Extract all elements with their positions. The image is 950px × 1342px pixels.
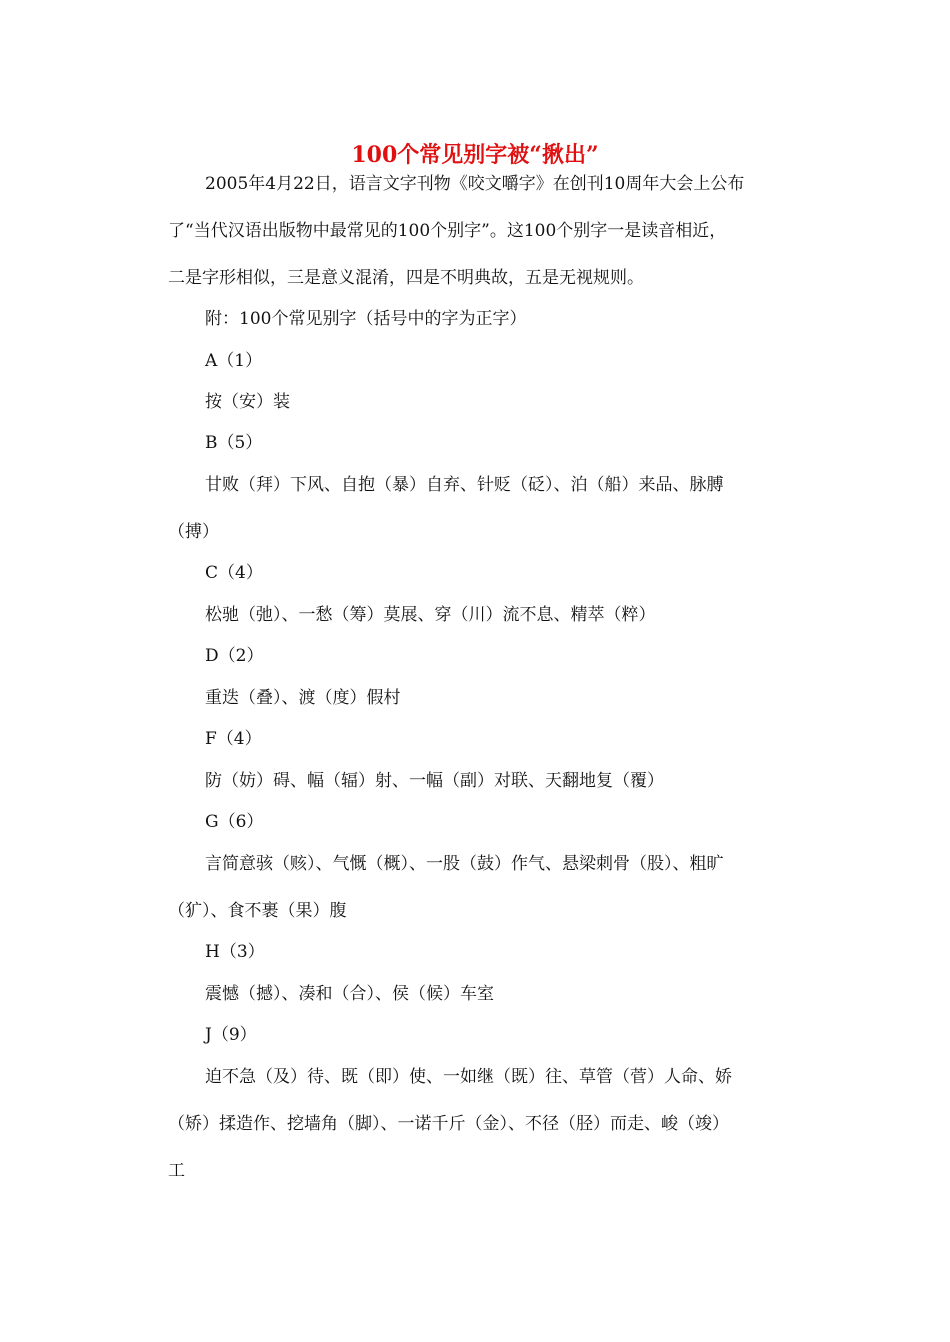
section-heading-c: C（4） (205, 563, 263, 583)
section-items-h: 震憾（撼）、凑和（合）、侯（候）车室 (205, 984, 494, 1004)
intro-line: 二是字形相似，三是意义混淆，四是不明典故，五是无视规则。 (168, 268, 644, 288)
section-items-f: 防（妨）碍、幅（辐）射、一幅（副）对联、天翻地复（覆） (205, 771, 664, 791)
section-heading-a: A（1） (205, 351, 263, 371)
section-items-j: 工 (168, 1161, 185, 1181)
intro-line: 了“当代汉语出版物中最常见的100个别字”。这100个别字一是读音相近， (168, 221, 727, 241)
intro-line: 2005年4月22日，语言文字刊物《咬文嚼字》在创刊10周年大会上公布 (205, 174, 745, 194)
section-items-g: （犷）、食不裹（果）腹 (168, 901, 347, 921)
section-items-b: 甘败（拜）下风、自抱（暴）自弃、针贬（砭）、泊（船）来品、脉膊 (205, 475, 724, 495)
section-heading-d: D（2） (205, 646, 264, 666)
section-items-g: 言简意骇（赅）、气慨（概）、一股（鼓）作气、悬梁刺骨（股）、粗旷 (205, 854, 724, 874)
appendix-note: 附：100个常见别字（括号中的字为正字） (205, 309, 527, 329)
section-heading-f: F（4） (205, 729, 262, 749)
section-heading-g: G（6） (205, 812, 264, 832)
document-title: 100个常见别字被“揪出” (351, 142, 599, 168)
section-items-a: 按（安）装 (205, 392, 290, 412)
section-heading-b: B（5） (205, 433, 263, 453)
section-items-c: 松驰（弛）、一愁（筹）莫展、穿（川）流不息、精萃（粹） (205, 605, 656, 625)
section-items-j: （矫）揉造作、挖墙角（脚）、一诺千斤（金）、不径（胫）而走、峻（竣） (168, 1114, 729, 1134)
section-heading-j: J（9） (205, 1025, 257, 1045)
section-items-b: （搏） (168, 522, 219, 542)
section-items-d: 重迭（叠）、渡（度）假村 (205, 688, 401, 708)
section-items-j: 迫不急（及）待、既（即）使、一如继（既）往、草管（菅）人命、娇 (205, 1067, 732, 1087)
section-heading-h: H（3） (205, 942, 265, 962)
